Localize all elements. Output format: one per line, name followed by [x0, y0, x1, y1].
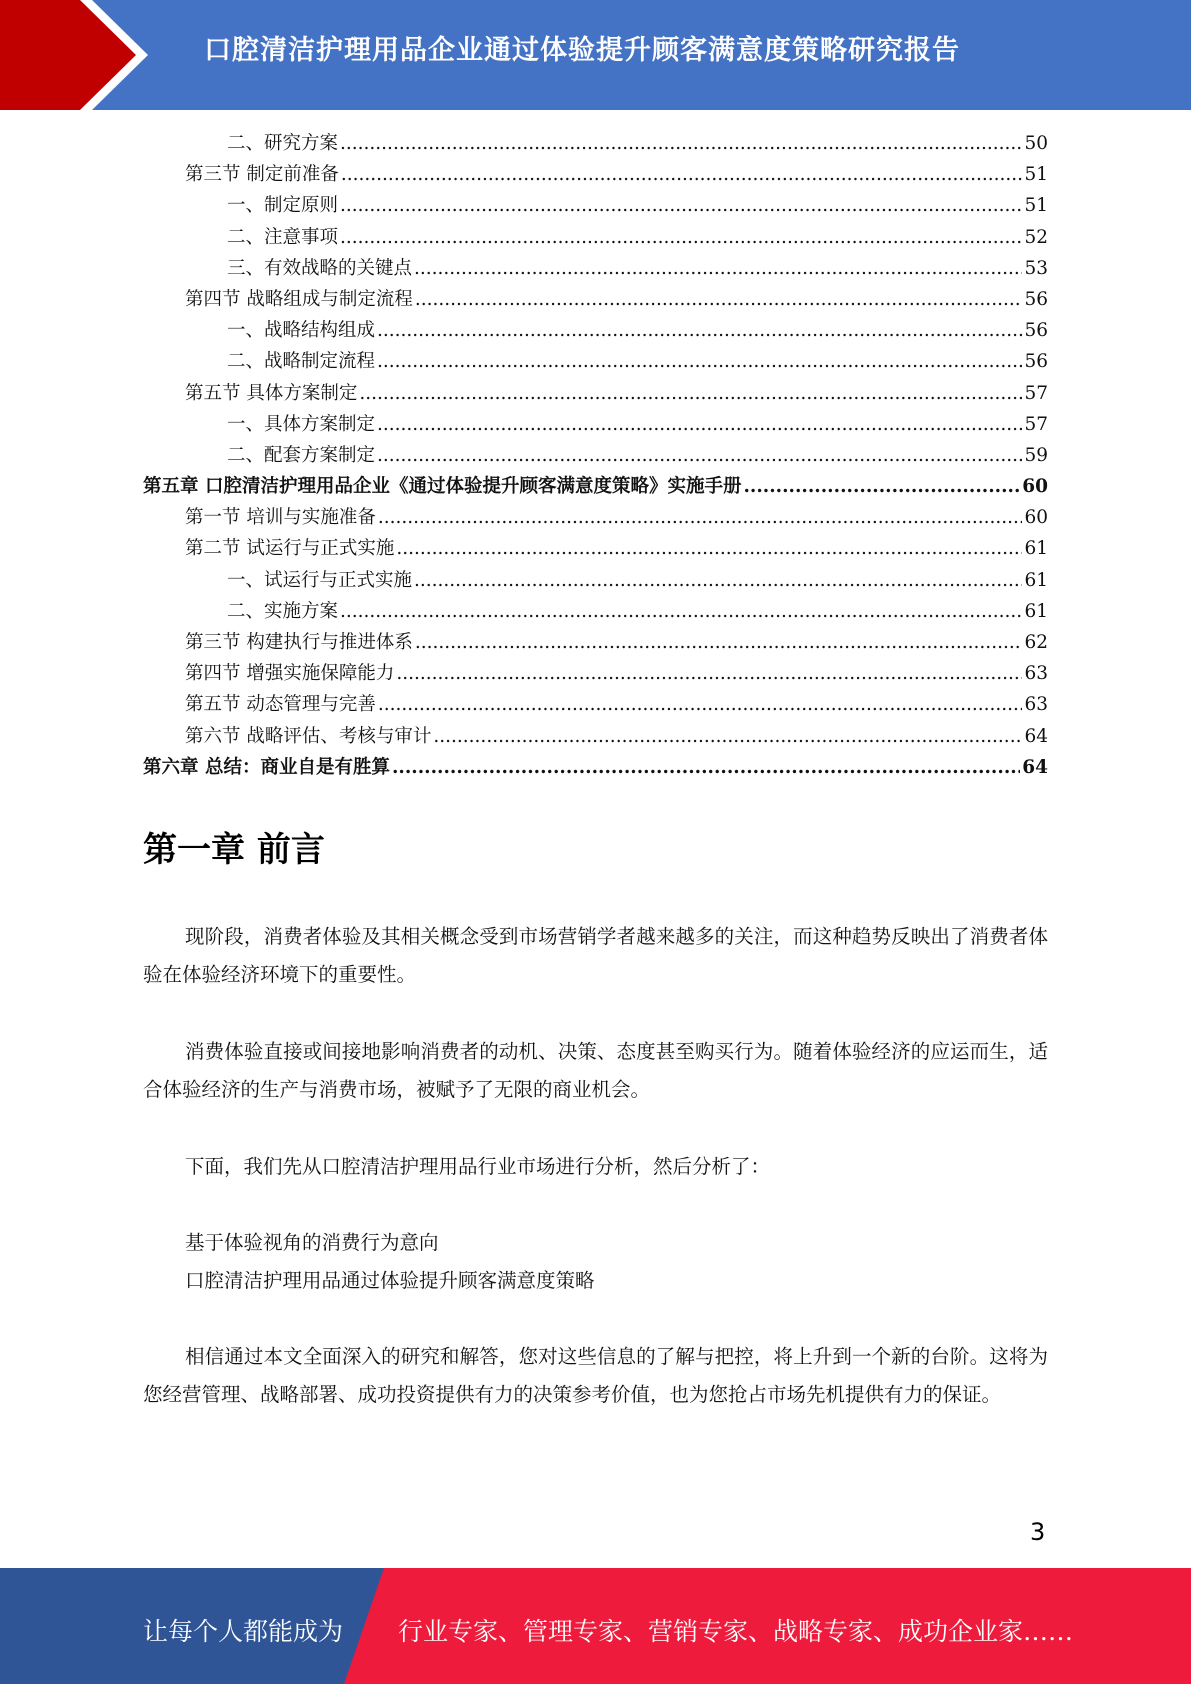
toc-entry-title: 第三节 构建执行与推进体系 [185, 632, 413, 653]
footer-slogan-right: 行业专家、管理专家、营销专家、战略专家、成功企业家…… [398, 1617, 1074, 1646]
toc-page-number: 63 [1024, 663, 1048, 685]
toc-dot-leader [377, 409, 1022, 440]
toc-section-entry[interactable] [143, 533, 1048, 564]
toc-entry-title: 第四节 战略组成与制定流程 [185, 288, 413, 310]
header-title: 口腔清洁护理用品企业通过体验提升顾客满意度策略研究报告 [204, 35, 960, 66]
toc-entry-title: 二、战略制定流程 [227, 351, 376, 373]
toc-section-entry[interactable] [143, 502, 1048, 533]
toc-dot-leader [377, 346, 1022, 377]
toc-page-number: 61 [1024, 569, 1048, 591]
toc-page-number: 50 [1024, 133, 1048, 154]
toc-chapter-entry[interactable] [143, 471, 1048, 502]
toc-page-number: 56 [1024, 351, 1048, 373]
toc-subsection-entry[interactable] [143, 409, 1048, 440]
toc-dot-leader [396, 533, 1022, 564]
chapter-paragraph-2 [143, 1033, 1048, 1109]
toc-dot-leader [340, 128, 1022, 159]
toc-dot-leader [377, 440, 1022, 471]
toc-dot-leader [414, 565, 1022, 596]
table-of-contents [143, 128, 1048, 783]
toc-entry-title: 第五节 具体方案制定 [185, 382, 358, 404]
toc-page-number: 56 [1024, 320, 1048, 342]
toc-page-number: 53 [1024, 257, 1048, 279]
toc-entry-title: 第五章 口腔清洁护理用品企业《通过体验提升顾客满意度策略》实施手册 [143, 476, 742, 498]
toc-section-entry[interactable] [143, 658, 1048, 689]
toc-entry-title: 第四节 增强实施保障能力 [185, 663, 395, 685]
toc-dot-leader [743, 471, 1020, 502]
toc-subsection-entry[interactable] [143, 253, 1048, 284]
paragraph: 消费体验直接或间接地影响消费者的动机、决策、态度甚至购买行为。随着体验经济的应运而生，适合体验经济的生产与消费市场，被赋予了无限的商业机会。 [143, 1040, 1048, 1101]
toc-dot-leader [340, 596, 1022, 627]
toc-dot-leader [341, 159, 1023, 190]
list-item: 口腔清洁护理用品通过体验提升顾客满意度策略 [185, 1269, 595, 1292]
toc-page-number: 64 [1022, 756, 1048, 778]
toc-subsection-entry[interactable] [143, 315, 1048, 346]
toc-dot-leader [415, 284, 1023, 315]
toc-subsection-entry[interactable] [143, 440, 1048, 471]
toc-page-number: 60 [1024, 507, 1048, 529]
toc-page-number: 64 [1024, 725, 1048, 747]
toc-page-number: 62 [1024, 632, 1048, 653]
toc-entry-title: 第六节 战略评估、考核与审计 [185, 725, 432, 747]
page-footer [0, 1568, 1191, 1684]
chapter-title: 第一章 前言 [143, 830, 325, 870]
toc-entry-title: 第三节 制定前准备 [185, 164, 339, 186]
toc-section-entry[interactable] [143, 284, 1048, 315]
paragraph: 现阶段，消费者体验及其相关概念受到市场营销学者越来越多的关注，而这种趋势反映出了消费者体验在体验经济环境下的重要性。 [143, 925, 1048, 986]
footer-slogan-left: 让每个人都能成为 [143, 1617, 344, 1646]
toc-section-entry[interactable] [143, 627, 1048, 658]
toc-entry-title: 二、配套方案制定 [227, 444, 376, 466]
toc-subsection-entry[interactable] [143, 190, 1048, 221]
toc-page-number: 59 [1024, 444, 1048, 466]
toc-entry-title: 第一节 培训与实施准备 [185, 507, 376, 529]
toc-page-number: 56 [1024, 288, 1048, 310]
toc-entry-title: 一、制定原则 [227, 195, 339, 217]
toc-dot-leader [378, 502, 1023, 533]
toc-dot-leader [414, 253, 1022, 284]
toc-dot-leader [377, 315, 1022, 346]
toc-subsection-entry[interactable] [143, 128, 1048, 159]
toc-page-number: 57 [1024, 413, 1048, 435]
paragraph: 下面，我们先从口腔清洁护理用品行业市场进行分析，然后分析了： [185, 1155, 771, 1178]
toc-section-entry[interactable] [143, 721, 1048, 752]
toc-dot-leader [359, 378, 1022, 409]
toc-entry-title: 三、有效战略的关键点 [227, 257, 413, 279]
toc-dot-leader [340, 222, 1022, 253]
page-number: 3 [1030, 1518, 1046, 1546]
chapter-closing-paragraph [143, 1338, 1048, 1414]
toc-dot-leader [415, 627, 1023, 658]
toc-entry-title: 一、试运行与正式实施 [227, 569, 413, 591]
toc-entry-title: 第六章 总结：商业自是有胜算 [143, 756, 390, 778]
toc-page-number: 52 [1024, 226, 1048, 248]
toc-subsection-entry[interactable] [143, 565, 1048, 596]
toc-dot-leader [433, 721, 1022, 752]
toc-entry-title: 第二节 试运行与正式实施 [185, 538, 395, 560]
toc-page-number: 57 [1024, 382, 1048, 404]
toc-section-entry[interactable] [143, 689, 1048, 720]
page-header [0, 0, 1191, 110]
toc-subsection-entry[interactable] [143, 346, 1048, 377]
toc-page-number: 51 [1024, 195, 1048, 217]
toc-section-entry[interactable] [143, 378, 1048, 409]
paragraph: 相信通过本文全面深入的研究和解答，您对这些信息的了解与把控，将上升到一个新的台阶。这将为您经营管理、战略部署、成功投资提供有力的决策参考价值，也为您抢占市场先机提供有力的保证。 [143, 1345, 1048, 1406]
toc-page-number: 61 [1024, 538, 1048, 560]
list-item: 基于体验视角的消费行为意向 [185, 1231, 439, 1254]
toc-page-number: 51 [1024, 164, 1048, 186]
toc-dot-leader [340, 190, 1022, 221]
chapter-paragraph-1 [143, 918, 1048, 994]
toc-entry-title: 二、实施方案 [227, 600, 339, 622]
toc-entry-title: 二、研究方案 [227, 133, 339, 154]
toc-dot-leader [378, 689, 1023, 720]
toc-entry-title: 一、战略结构组成 [227, 320, 376, 342]
toc-entry-title: 第五节 动态管理与完善 [185, 694, 376, 716]
toc-entry-title: 二、注意事项 [227, 226, 339, 248]
toc-page-number: 61 [1024, 600, 1048, 622]
toc-subsection-entry[interactable] [143, 596, 1048, 627]
toc-page-number: 63 [1024, 694, 1048, 716]
toc-entry-title: 一、具体方案制定 [227, 413, 376, 435]
toc-section-entry[interactable] [143, 159, 1048, 190]
toc-subsection-entry[interactable] [143, 222, 1048, 253]
chapter-list [143, 1224, 1048, 1300]
toc-chapter-entry[interactable] [143, 752, 1048, 783]
toc-dot-leader [396, 658, 1022, 689]
toc-dot-leader [392, 752, 1020, 783]
toc-page-number: 60 [1022, 476, 1048, 498]
chapter-paragraph-3 [143, 1148, 1048, 1186]
